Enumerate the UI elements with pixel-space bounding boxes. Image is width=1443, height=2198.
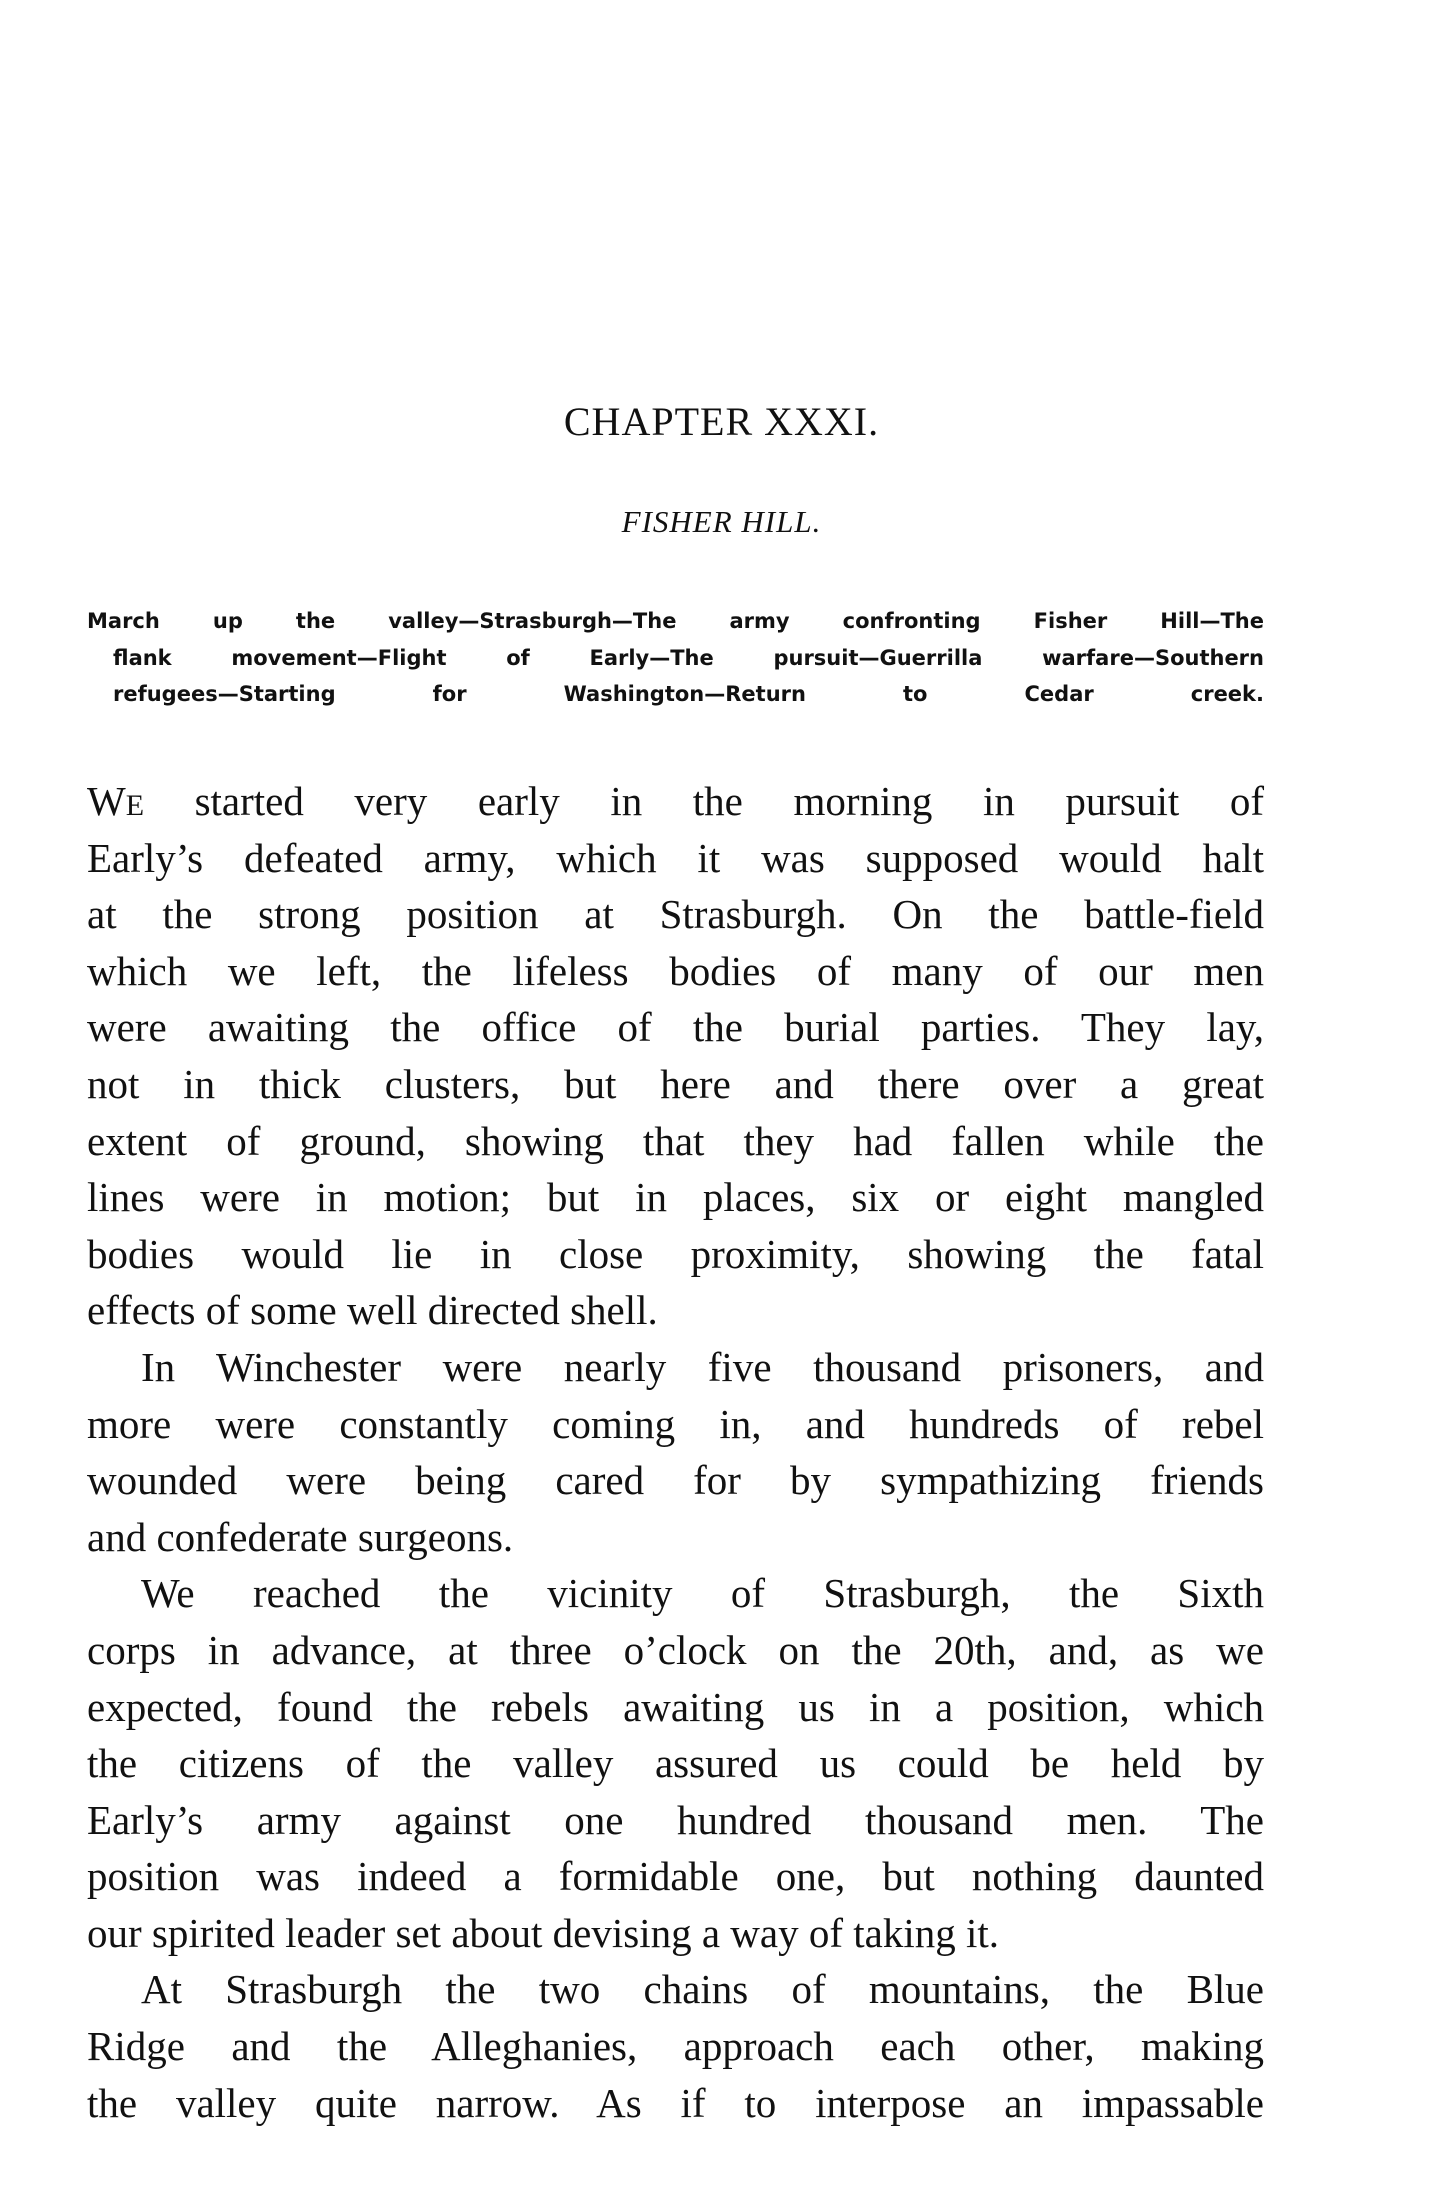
text-line: Early’s army against one hundred thousand men. The bbox=[87, 1796, 1264, 1843]
paragraph bbox=[87, 1339, 1264, 1565]
line-text: started very early in the morning in pursuit of bbox=[144, 778, 1264, 824]
chapter-subtitle: FISHER HILL. bbox=[621, 504, 822, 539]
text-line: at the strong position at Strasburgh. On the battle-field bbox=[87, 891, 1264, 938]
text-line: were awaiting the office of the burial parties. They lay, bbox=[87, 1004, 1264, 1051]
text-line bbox=[87, 773, 1264, 830]
paragraph bbox=[87, 1565, 1264, 1961]
body-text bbox=[87, 773, 1264, 2131]
summary-line: refugees—Starting for Washington—Return to Cedar creek. bbox=[113, 682, 1264, 706]
text-line: the valley quite narrow. As if to interpose an impassable bbox=[87, 2079, 1264, 2126]
text-line: lines were in motion; but in places, six or eight mangled bbox=[87, 1174, 1264, 1221]
paragraph bbox=[87, 773, 1264, 1339]
text-line: Ridge and the Alleghanies, approach each other, making bbox=[87, 2023, 1264, 2070]
small-caps-letters: E bbox=[125, 789, 145, 822]
text-line: In Winchester were nearly five thousand prisoners, and bbox=[141, 1343, 1264, 1390]
text-line: the citizens of the valley assured us could be held by bbox=[87, 1740, 1264, 1787]
text-line: effects of some well directed shell. bbox=[87, 1287, 658, 1334]
text-line: corps in advance, at three o’clock on the 20th, and, as we bbox=[87, 1626, 1264, 1673]
text-line: not in thick clusters, but here and there over a great bbox=[87, 1060, 1264, 1107]
text-line: We reached the vicinity of Strasburgh, the Sixth bbox=[141, 1570, 1264, 1617]
initial-letter: W bbox=[87, 778, 126, 824]
text-line: more were constantly coming in, and hundreds of rebel bbox=[87, 1400, 1264, 1447]
text-line: which we left, the lifeless bodies of many of our men bbox=[87, 947, 1264, 994]
summary-line: March up the valley—Strasburgh—The army confronting Fisher Hill—The bbox=[87, 609, 1264, 633]
summary-line: flank movement—Flight of Early—The pursuit—Guerrilla warfare—Southern bbox=[113, 645, 1264, 670]
text-line: Early’s defeated army, which it was supposed would halt bbox=[87, 834, 1264, 881]
text-line: our spirited leader set about devising a way of taking it. bbox=[87, 1909, 1000, 1956]
chapter-title: CHAPTER XXXI. bbox=[563, 399, 880, 444]
paragraph bbox=[87, 1961, 1264, 2131]
text-line: extent of ground, showing that they had fallen while the bbox=[87, 1117, 1264, 1164]
chapter-summary bbox=[87, 603, 1264, 713]
text-line: At Strasburgh the two chains of mountains, the Blue bbox=[141, 1966, 1264, 2013]
text-line: and confederate surgeons. bbox=[87, 1513, 514, 1560]
text-line: wounded were being cared for by sympathizing friends bbox=[87, 1457, 1264, 1504]
text-line: expected, found the rebels awaiting us in a position, which bbox=[87, 1683, 1264, 1730]
text-line: bodies would lie in close proximity, showing the fatal bbox=[87, 1230, 1264, 1277]
text-line: position was indeed a formidable one, but nothing daunted bbox=[87, 1853, 1264, 1900]
